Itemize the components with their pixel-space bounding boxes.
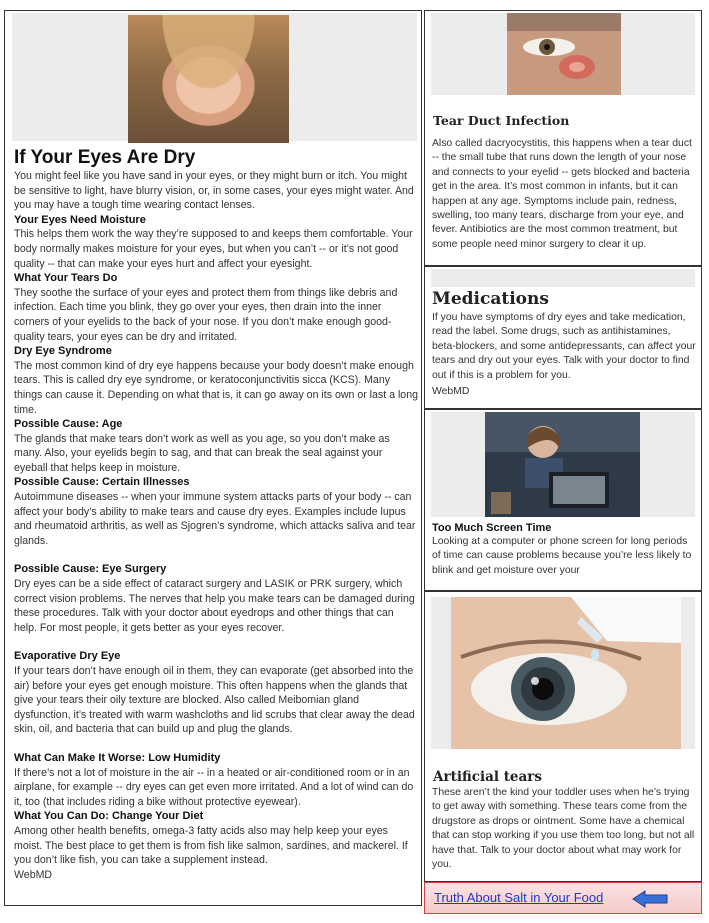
related-article-banner [424, 882, 702, 914]
section-heading: What Your Tears Do [14, 272, 118, 285]
source-credit: WebMD [432, 386, 470, 397]
card-text: These aren’t the kind your toddler uses when he’s trying to get away with something. These tears come from the drugstore as drops or ointment. Some have a chemical that can stop working if you use them too long, but not all have that. Talk to your doctor about what may work for you. [432, 787, 695, 871]
eye-drops-photo [431, 597, 695, 749]
section-text: The most common kind of dry eye happens because your body doesn’t make enough tears. This is called dry eye syndrome, or keratoconjunctivitis sicca (KCS). Many things can cause it. Depending on what that is, it can go away on its own or last a long time. [14, 359, 418, 416]
screen-time-card [424, 409, 702, 591]
left-arrow-icon [631, 889, 671, 909]
section-heading: Evaporative Dry Eye [14, 650, 121, 663]
section-heading: Dry Eye Syndrome [14, 345, 112, 358]
source-credit: WebMD [14, 868, 53, 881]
card-text: Looking at a computer or phone screen for long periods of time can cause problems because you’re less likely to blink and get moisture over your [432, 536, 692, 576]
section-text: They soothe the surface of your eyes and protect them from things like debris and infection. Each time you blink, they go over your eyes, then drain into the inner corners of your eyelids to the back of your nose. If you don’t make enough good-quality tears, your eyes can be dry and irritated. [14, 286, 398, 343]
card-title: Too Much Screen Time [432, 522, 552, 534]
image-area [431, 597, 695, 749]
section-heading: Possible Cause: Age [14, 418, 123, 431]
image-area [431, 13, 695, 95]
image-area [431, 269, 695, 287]
section-text: If there’s not a lot of moisture in the air -- in a heated or air-conditioned room or in an airplane, for example -- dry eyes can get even more irritated. And a lot of wind can do it, too (that includes riding a bike without protective eyewear). [14, 766, 414, 808]
woman-rubbing-eyes-photo [128, 15, 289, 143]
section-text: Autoimmune diseases -- when your immune system attacks parts of your body -- can affect your body’s ability to make tears and cause dry eyes. Examples include lupus and rheumatoid arthritis, as well as Sjogren’s syndrome, which attacks saliva and tear glands. [14, 491, 416, 547]
section-heading: What Can Make It Worse: Low Humidity [14, 751, 221, 764]
section-text: Among other health benefits, omega-3 fatty acids also may help keep your eyes moist. The best place to get them is from fish like salmon, sardines, and mackerel. If you don’t like fish, you can take a supplement instead. [14, 824, 408, 867]
section-text: This helps them work the way they’re supposed to and keeps them comfortable. Your body normally makes moisture for your eyes, but when you can’t -- or it’s not good quality -- that can make your eyes hurt and affect your eyesight. [14, 228, 413, 270]
section-text: If your tears don’t have enough oil in them, they can evaporate (get absorbed into the air) before your eyes get enough moisture. This often happens when the glands that give your tears their oily texture are blocked. Also called Meibomian gland dysfunction, it’s treated with warm washcloths and lid scrubs that clear away the dead skin, oil, and bacteria that can build up and plug the glands. [14, 665, 415, 736]
infected-eye-photo [431, 13, 695, 95]
card-title: Medications [432, 289, 549, 309]
section-heading: Possible Cause: Certain Illnesses [14, 476, 190, 489]
article-body [14, 147, 418, 882]
card-text: Also called dacryocystitis, this happens when a tear duct -- the small tube that runs down the length of your nose and connects to your eyelid -- gets blocked and bacteria get in the area. It’s most common in infants, but it can happen at any age. Symptoms include pain, redness, swelling, too many tears, discharge from your eye, and fever. Antibiotics are the most common treatment, but some people need minor surgery to clear it up. [432, 138, 692, 250]
section-heading: Possible Cause: Eye Surgery [14, 563, 167, 576]
card-title: Artificial tears [433, 769, 542, 785]
section-heading: What You Can Do: Change Your Diet [14, 810, 204, 823]
card-title: Tear Duct Infection [433, 113, 570, 128]
section-text: The glands that make tears don’t work as well as you age, so you don’t make as many. Also, your eyelids begin to sag, and that can break the seal against your eyeball that helps keep in moisture. [14, 432, 390, 474]
section-heading: Your Eyes Need Moisture [14, 213, 146, 226]
page-title: If Your Eyes Are Dry [14, 147, 196, 168]
medications-card [424, 266, 702, 409]
hero-image-area [12, 13, 417, 141]
related-article-link[interactable]: Truth About Salt in Your Food [434, 890, 604, 905]
tear-duct-card [424, 10, 702, 266]
section-text: Dry eyes can be a side effect of cataract surgery and LASIK or PRK surgery, which correct vision problems. The nerves that help you make tears can be damaged during these procedures. Talk with your doctor about eyedrops and other things that can help. For most people, it gets better as your eyes recover. [14, 578, 415, 634]
card-text: If you have symptoms of dry eyes and take medication, read the label. Some drugs, such as antihistamines, beta-blockers, and some antidepressants, can affect your tears and dry out your eyes. Talk with your doctor to find out if this is a problem for you. [432, 312, 696, 381]
woman-at-laptop-photo [431, 412, 695, 517]
main-article [4, 10, 422, 906]
image-area [431, 412, 695, 517]
artificial-tears-card [424, 591, 702, 882]
intro-paragraph: You might feel like you have sand in your eyes, or they might burn or itch. You might be sensitive to light, have blurry vision, or, in some cases, your eyes might water. And you may have a tough time wearing contact lenses. [14, 170, 414, 212]
